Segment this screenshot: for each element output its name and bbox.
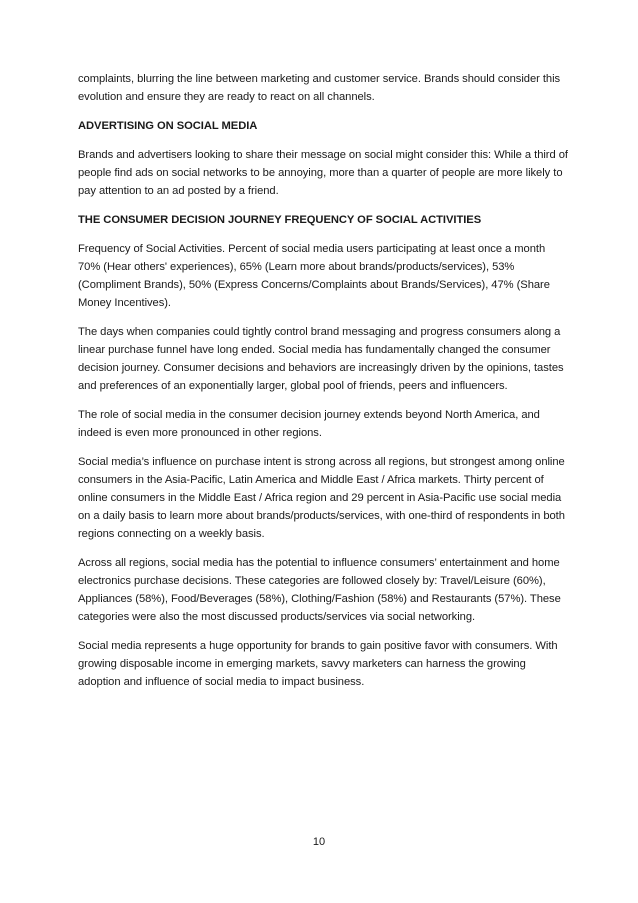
paragraph-regions: The role of social media in the consumer decision journey extends beyond North America, and indeed is even more pronounced in other regions.: [78, 409, 540, 439]
paragraph-frequency-of-social-activities: Frequency of Social Activities. Percent of social media users participating at least once a month 70% (Hear others' experiences), 65% (Learn more about brands/products/services), 53% (Compliment Brands), 50% (Express Concerns/Complaints about Brands/Services), 47% (Share Money Incentives).: [78, 243, 550, 309]
heading-advertising-on-social-media: ADVERTISING ON SOCIAL MEDIA: [78, 120, 258, 132]
heading-consumer-decision-journey: THE CONSUMER DECISION JOURNEY FREQUENCY OF SOCIAL ACTIVITIES: [78, 214, 482, 226]
paragraph-brand-messaging: The days when companies could tightly control brand messaging and progress consumers along a linear purchase funnel have long ended. Social media has fundamentally changed the consumer decision journey. Consumer decisions and behaviors are increasingly driven by the opinions, tastes and preferences of an exponentially larger, global pool of friends, peers and influencers.: [78, 326, 564, 392]
paragraph-opportunity: Social media represents a huge opportunity for brands to gain positive favor with consumers. With growing disposable income in emerging markets, savvy marketers can harness the growing adoption and influence of social media to impact business.: [78, 640, 558, 688]
paragraph-advertisers: Brands and advertisers looking to share their message on social might consider this: While a third of people find ads on social networks to be annoying, more than a quarter of people are more likely to pay attention to an ad posted by a friend.: [78, 149, 568, 197]
page-content: [78, 70, 568, 702]
page-number: 10: [312, 836, 326, 848]
paragraph-purchase-decisions: Across all regions, social media has the potential to influence consumers’ entertainment and home electronics purchase decisions. These categories are followed closely by: Travel/Leisure (60%), Appliances (58%), Food/Beverages (58%), Clothing/Fashion (58%) and Restaurants (57%). These categories were also the most discussed products/services via social networking.: [78, 557, 561, 623]
paragraph-complaints: complaints, blurring the line between marketing and customer service. Brands should consider this evolution and ensure they are ready to react on all channels.: [78, 73, 561, 103]
paragraph-purchase-intent: Social media’s influence on purchase intent is strong across all regions, but strongest among online consumers in the Asia-Pacific, Latin America and Middle East / Africa markets. Thirty percent of online consumers in the Middle East / Africa region and 29 percent in Asia-Pacific use social media on a daily basis to learn more about brands/products/services, with one-third of respondents in both regions connecting on a weekly basis.: [78, 456, 565, 540]
